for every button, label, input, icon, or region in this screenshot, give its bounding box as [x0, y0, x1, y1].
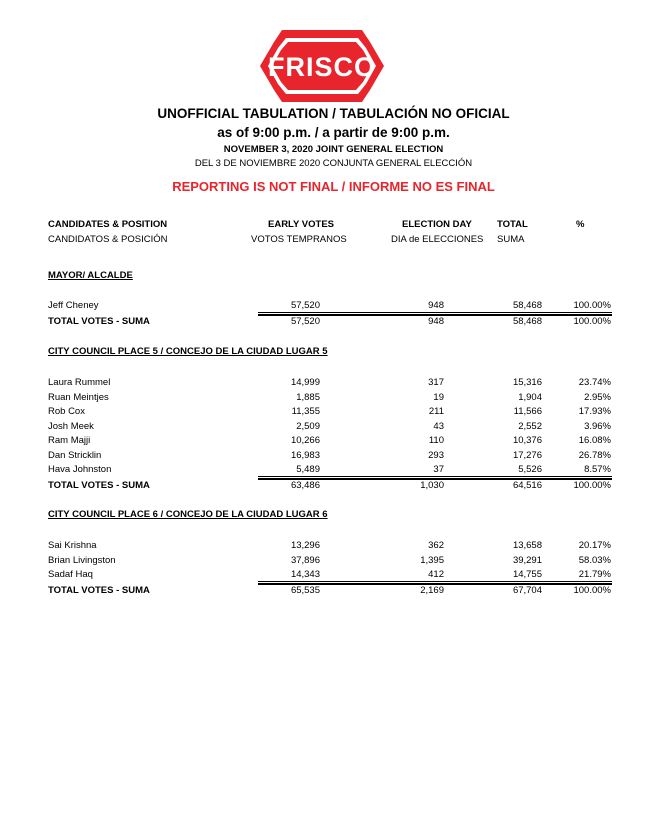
totals-rule-thin: [258, 312, 612, 313]
cell-total: 15,316: [512, 377, 542, 388]
cell-eday: 948: [428, 315, 444, 327]
cell-early: 14,999: [290, 377, 320, 388]
cell-total: 14,755: [512, 569, 542, 580]
candidate-name: Brian Livingston: [48, 554, 116, 566]
col-early-es: VOTOS TEMPRANOS: [251, 234, 347, 245]
cell-total: 1,904: [518, 391, 542, 403]
cell-eday: 1,395: [420, 554, 444, 566]
cell-total: 13,658: [512, 540, 542, 551]
cell-total: 58,468: [512, 300, 542, 311]
cell-early: 13,296: [290, 540, 320, 551]
race-title: MAYOR/ ALCALDE: [48, 270, 133, 281]
col-candidates-es: CANDIDATOS & POSICIÓN: [48, 234, 168, 245]
totals-label: TOTAL VOTES - SUMA: [48, 315, 150, 327]
cell-total: 64,516: [512, 479, 542, 491]
candidate-name: Dan Stricklin: [48, 449, 102, 461]
cell-total: 2,552: [518, 420, 542, 432]
cell-pct: 58.03%: [578, 554, 611, 566]
cell-eday: 293: [428, 449, 444, 461]
cell-pct: 100.00%: [573, 300, 611, 311]
col-eday-en: ELECTION DAY: [402, 219, 472, 230]
cell-eday: 211: [428, 406, 444, 417]
cell-total: 5,526: [518, 464, 542, 475]
cell-eday: 362: [428, 540, 444, 551]
cell-pct: 16.08%: [578, 435, 611, 446]
cell-total: 39,291: [512, 554, 542, 566]
cell-eday: 948: [428, 300, 444, 311]
cell-eday: 37: [433, 464, 444, 475]
cell-pct: 100.00%: [573, 479, 611, 491]
cell-pct: 3.96%: [584, 420, 611, 432]
cell-total: 11,566: [513, 406, 542, 417]
col-eday-es: DIA de ELECCIONES: [391, 234, 484, 245]
cell-pct: 17.93%: [578, 406, 611, 417]
cell-early: 37,896: [290, 554, 320, 566]
candidate-name: Rob Cox: [48, 406, 85, 417]
cell-pct: 26.78%: [578, 449, 611, 461]
cell-early: 57,520: [290, 300, 320, 311]
totals-rule-thin: [258, 476, 612, 477]
col-candidates-en: CANDIDATES & POSITION: [48, 219, 168, 230]
election-name-es: DEL 3 DE NOVIEMBRE 2020 CONJUNTA GENERAL ELECCIÓN: [194, 158, 473, 169]
candidate-name: Ruan Meintjes: [48, 391, 109, 403]
not-final-notice: REPORTING IS NOT FINAL / INFORME NO ES FINAL: [172, 179, 495, 194]
cell-eday: 2,169: [420, 584, 444, 596]
col-early-en: EARLY VOTES: [268, 219, 334, 230]
cell-early: 16,983: [290, 449, 320, 461]
col-total-es: SUMA: [497, 234, 525, 245]
candidate-name: Sadaf Haq: [48, 569, 93, 580]
election-name-en: NOVEMBER 3, 2020 JOINT GENERAL ELECTION: [223, 144, 444, 155]
cell-pct: 100.00%: [573, 584, 611, 596]
cell-eday: 110: [428, 435, 444, 446]
candidate-name: Josh Meek: [48, 420, 94, 432]
as-of-time: as of 9:00 p.m. / a partir de 9:00 p.m.: [217, 125, 450, 140]
cell-pct: 23.74%: [578, 377, 611, 388]
cell-pct: 20.17%: [578, 540, 611, 551]
logo-text: FRISCO: [267, 52, 377, 82]
cell-early: 10,266: [290, 435, 320, 446]
col-total-en: TOTAL: [497, 219, 528, 230]
candidate-name: Hava Johnston: [48, 464, 112, 475]
frisco-logo: [258, 28, 386, 104]
cell-eday: 317: [428, 377, 444, 388]
cell-early: 5,489: [296, 464, 320, 475]
candidate-name: Ram Majji: [48, 435, 91, 446]
cell-early: 2,509: [296, 420, 320, 432]
race-title: CITY COUNCIL PLACE 6 / CONCEJO DE LA CIUDAD LUGAR 6: [48, 509, 328, 520]
cell-total: 10,376: [512, 435, 542, 446]
col-pct: %: [576, 219, 585, 230]
cell-eday: 1,030: [420, 479, 444, 491]
cell-pct: 100.00%: [573, 315, 611, 327]
cell-eday: 412: [428, 569, 444, 580]
page-title: UNOFFICIAL TABULATION / TABULACIÓN NO OFICIAL: [157, 106, 510, 121]
candidate-name: Laura Rummel: [48, 377, 111, 388]
cell-total: 58,468: [512, 315, 542, 327]
candidate-name: Jeff Cheney: [48, 300, 99, 311]
cell-early: 57,520: [290, 315, 320, 327]
cell-early: 14,343: [290, 569, 320, 580]
cell-eday: 43: [433, 420, 444, 432]
race-title: CITY COUNCIL PLACE 5 / CONCEJO DE LA CIUDAD LUGAR 5: [48, 346, 328, 357]
cell-pct: 21.79%: [578, 569, 611, 580]
cell-early: 65,535: [290, 584, 320, 596]
candidate-name: Sai Krishna: [48, 540, 97, 551]
cell-early: 11,355: [291, 406, 320, 417]
cell-early: 1,885: [296, 391, 320, 403]
cell-pct: 2.95%: [584, 391, 611, 403]
totals-label: TOTAL VOTES - SUMA: [48, 479, 150, 491]
cell-total: 17,276: [512, 449, 542, 461]
totals-label: TOTAL VOTES - SUMA: [48, 584, 150, 596]
cell-eday: 19: [433, 391, 444, 403]
cell-early: 63,486: [290, 479, 320, 491]
totals-rule-thin: [258, 581, 612, 582]
cell-total: 67,704: [512, 584, 542, 596]
cell-pct: 8.57%: [584, 464, 611, 475]
